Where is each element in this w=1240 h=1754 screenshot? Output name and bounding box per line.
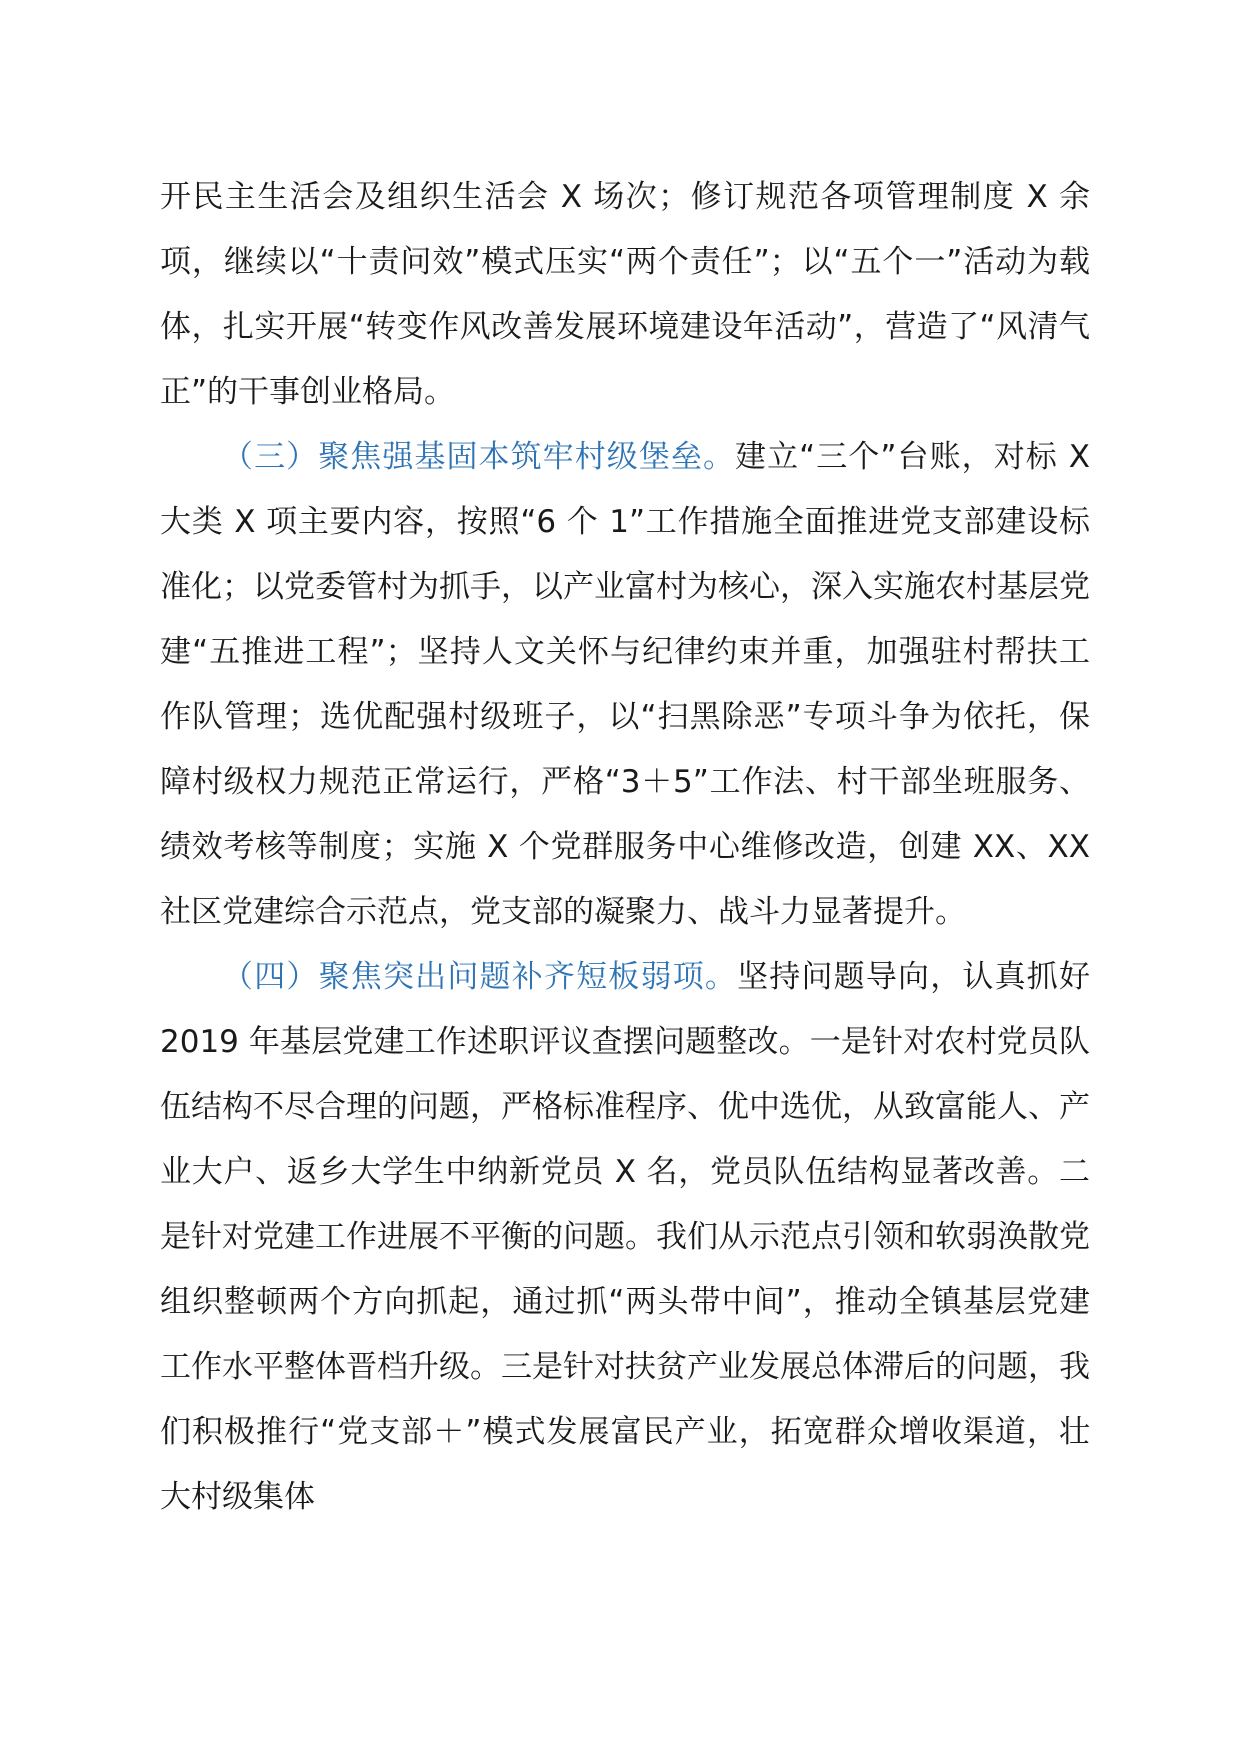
- document-body: [160, 165, 1090, 1530]
- paragraph-section-4: [160, 945, 1090, 1530]
- section-3-heading: （三）聚焦强基固本筑牢村级堡垒。: [222, 439, 736, 475]
- paragraph-continuation: 开民主生活会及组织生活会 X 场次；修订规范各项管理制度 X 余项，继续以“十责问效”模式压实“两个责任”；以“五个一”活动为载体，扎实开展“转变作风改善发展环境建设年活动”，营造了“风清气正”的干事创业格局。: [160, 179, 1090, 410]
- section-3-body: 建立“三个”台账，对标 X 大类 X 项主要内容，按照“6 个 1”工作措施全面推进党支部建设标准化；以党委管村为抓手，以产业富村为核心，深入实施农村基层党建“五推进工程”；坚持人文关怀与纪律约束并重，加强驻村帮扶工作队管理；选优配强村级班子，以“扫黑除恶”专项斗争为依托，保障村级权力规范正常运行，严格“3＋5”工作法、村干部坐班服务、绩效考核等制度；实施 X 个党群服务中心维修改造，创建 XX、XX 社区党建综合示范点，党支部的凝聚力、战斗力显著提升。: [160, 439, 1091, 930]
- section-4-heading: （四）聚焦突出问题补齐短板弱项。: [222, 959, 738, 995]
- paragraph-section-3: [160, 425, 1090, 945]
- section-4-body: 坚持问题导向，认真抓好 2019 年基层党建工作述职评议查摆问题整改。一是针对农村党员队伍结构不尽合理的问题，严格标准程序、优中选优，从致富能人、产业大户、返乡大学生中纳新党员 X 名，党员队伍结构显著改善。二是针对党建工作进展不平衡的问题。我们从示范点引领和软弱涣散党组织整顿两个方向抓起，通过抓“两头带中间”，推动全镇基层党建工作水平整体晋档升级。三是针对扶贫产业发展总体滞后的问题，我们积极推行“党支部＋”模式发展富民产业，拓宽群众增收渠道，壮大村级集体: [160, 959, 1091, 1515]
